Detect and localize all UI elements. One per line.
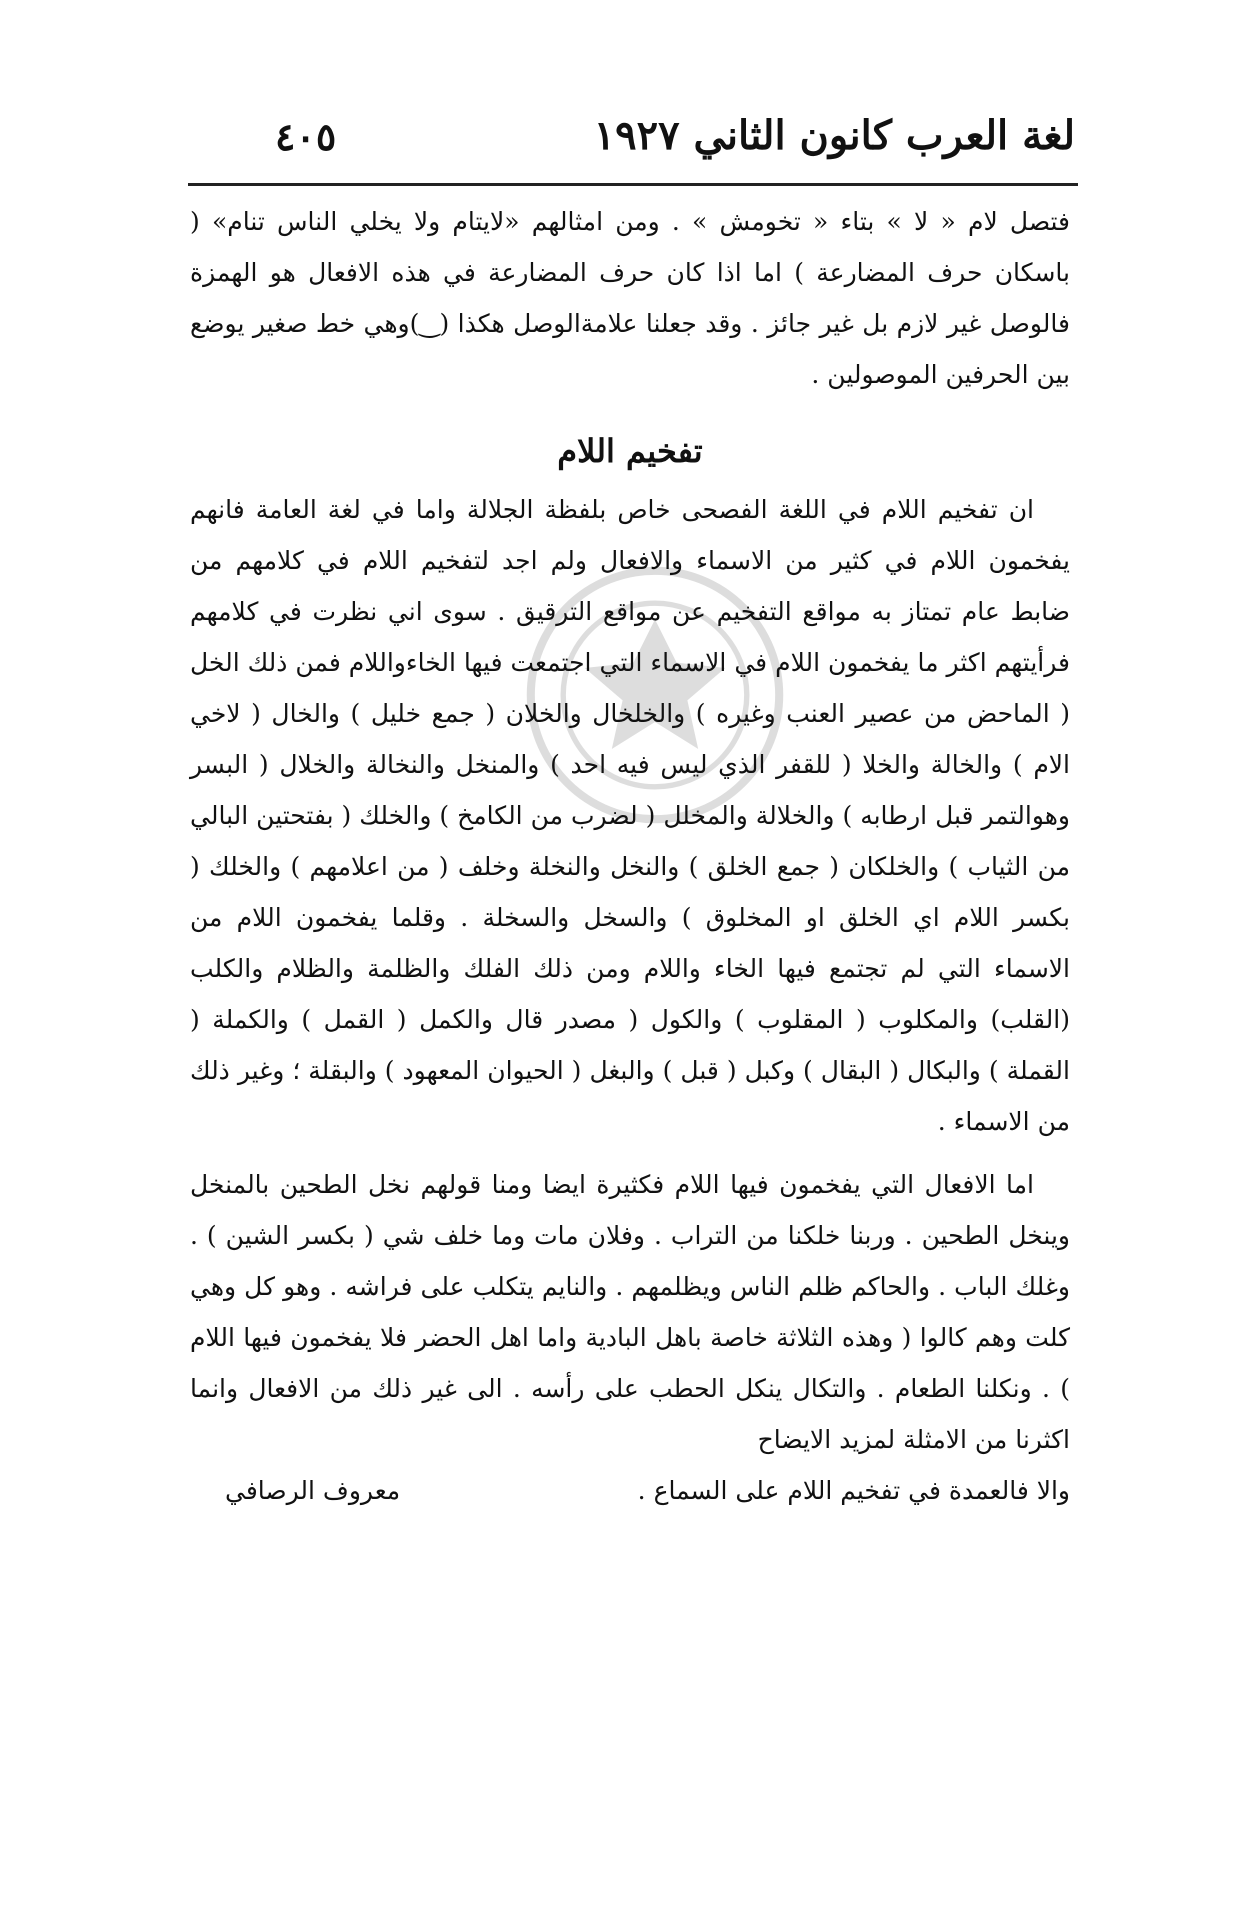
paragraph-noun-tafkhim: ان تفخيم اللام في اللغة الفصحى خاص بلفظة الجلالة واما في لغة العامة فانهم يفخمون اللام في كثير من الاسماء والافعال ولم اجد لتفخيم اللام في كلامهم من ضابط عام تمتاز به مواقع التفخيم عن مواقع الترقيق . سوى اني نظرت في كلامهم فرأيتهم اكثر ما يفخمون اللام في الاسماء التي اجتمعت فيها الخاءواللام فمن ذلك الخل ( الماحض من عصير العنب وغيره ) والخلخال والخلان ( جمع خليل ) والخال ( لاخي الام ) والخالة والخلا ( للقفر الذي ليس فيه احد ) والمنخل والنخالة والخلال ( البسر وهوالتمر قبل ارطابه ) والخلالة والمخلل ( لضرب من الكامخ ) والخلك ( بفتحتين البالي من الثياب ) والخلكان ( جمع الخلق ) والنخل والنخلة وخلف ( من اعلامهم ) والخلك ( بكسر اللام اي الخلق او المخلوق ) والسخل والسخلة . وقلما يفخمون اللام من الاسماء التي لم تجتمع فيها الخاء واللام ومن ذلك الفلك والظلمة والظلام والكلب (القلب) والمكلوب ( المقلوب ) والكول ( مصدر قال والكمل ( القمل ) والكملة ( القملة ) والبكال ( البقال ) وكبل ( قبل ) والبغل ( الحيوان المعهود ) والبقلة ؛ وغير ذلك من الاسماء . <box>190 495 1070 1136</box>
article-body <box>190 196 1070 1516</box>
author-signature: معروف الرصافي <box>225 1476 401 1505</box>
header-rule <box>188 183 1078 186</box>
closing-sentence: والا فالعمدة في تفخيم اللام على السماع . <box>637 1476 1070 1505</box>
signature-line <box>190 1465 1070 1516</box>
page-number: ٤٠٥ <box>275 114 337 159</box>
running-title: لغة العرب كانون الثاني ١٩٢٧ <box>593 112 1075 159</box>
page-header <box>195 108 1075 168</box>
section-title: تفخيم اللام <box>557 432 703 470</box>
paragraph-verb-tafkhim: اما الافعال التي يفخمون فيها اللام فكثيرة ايضا ومنا قولهم نخل الطحين بالمنخل وينخل الطحين . وربنا خلكنا من التراب . وفلان مات وما خلف شي ( بكسر الشين ) . وغلك الباب . والحاكم ظلم الناس ويظلمهم . والنايم يتكلب على فراشه . وهو كل وهي كلت وهم كالوا ( وهذه الثلاثة خاصة باهل البادية واما اهل الحضر فلا يفخمون فيها اللام ) . ونكلنا الطعام . والتكال ينكل الحطب على رأسه . الى غير ذلك من الافعال وانما اكثرنا من الامثلة لمزيد الايضاح <box>190 1170 1070 1454</box>
paragraph-continuation: فتصل لام « لا » بتاء « تخومش » . ومن امثالهم «لايتام ولا يخلي الناس تنام» ( باسكان حرف المضارعة ) اما اذا كان حرف المضارعة في هذه الافعال هو الهمزة فالوصل غير لازم بل غير جائز . وقد جعلنا علامةالوصل هكذا (‿)وهي خط صغير يوضع بين الحرفين الموصولين . <box>190 207 1070 389</box>
